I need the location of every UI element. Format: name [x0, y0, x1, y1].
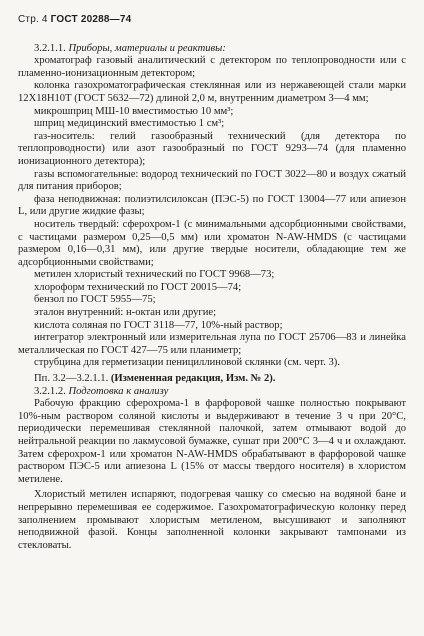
- section-heading-3-2-1-2: [18, 386, 406, 399]
- section-title: Приборы, материалы и реактивы:: [68, 42, 226, 54]
- materials-list: [18, 55, 406, 370]
- list-item: бензол по ГОСТ 5955—75;: [34, 294, 156, 306]
- paragraph: Хлористый метилен испаряют, подогревая чашку со смесью на водяной бане и непрерывно перемешивая ее содержимое. Газохроматографическую колонку перед заполнением промывают хлористым метиленом, высушивают и заполняют неподвижной фазой. Концы заполненной колонки закрывают тампонами из стекловаты.: [18, 489, 406, 551]
- list-item: хлороформ технический по ГОСТ 20015—74;: [34, 281, 242, 293]
- list-item: фаза неподвижная: полиэтилсилоксан (ПЭС-5) по ГОСТ 13004—77 или апиезон L, или другие жидкие фазы;: [18, 193, 406, 218]
- list-item: эталон внутренний: н-октан или другие;: [34, 307, 217, 319]
- list-item: носитель твердый: сферохром-1 (с минимальными адсорбционными свойствами, с частицами размером 0,25—0,5 мм) или хроматон N-AW-HMDS (с частицами размером 0,16—0,31 мм), или другие твердые носители, обладающие тем же адсорбционными свойствами;: [18, 218, 406, 268]
- amendment-bold: (Измененная редакция, Изм. № 2).: [110, 373, 276, 385]
- amendment-note: [18, 373, 406, 386]
- section-number: 3.2.1.2.: [34, 385, 66, 397]
- amendment-ref: Пп. 3.2—3.2.1.1.: [34, 373, 111, 385]
- list-item: колонка газохроматографическая стеклянная или из нержавеющей стали марки 12Х18Н10Т (ГОСТ 5632—72) длиной 2,0 м, внутренним диаметром 3—4 мм;: [18, 80, 406, 104]
- list-item: шприц медицинский вместимостью 1 см³;: [34, 118, 225, 130]
- section-heading-3-2-1-1: [18, 43, 406, 56]
- list-item: газ-носитель: гелий газообразный технический (для детектора по теплопроводности) или азот газообразный по ГОСТ 9293—74 (для пламенно ионизационного детектора);: [18, 130, 406, 167]
- page-header: [18, 14, 406, 27]
- list-item: интегратор электронный или измерительная лупа по ГОСТ 25706—83 и линейка металлическая по ГОСТ 427—75 или планиметр;: [18, 332, 406, 356]
- paragraph: Рабочую фракцию сферохрома-1 в фарфоровой чашке полностью покрывают 10%-ным раствором соляной кислоты и выдерживают в течение 3 ч при 20°С, периодически перемешивая стеклянной палочкой, затем отмывают водой до нейтральной реакции по лакмусовой бумажке, сушат при 200°С 3—4 ч и охлаждают. Затем сферохром-1 или хроматон N-AW-HMDS обрабатывают в фарфоровой чашке раствором ПЭС-5 или апиезона L (15% от массы твердого носителя) в хлористом метилене.: [18, 398, 406, 485]
- standard-code: ГОСТ 20288—74: [50, 14, 132, 25]
- list-item: кислота соляная по ГОСТ 3118—77, 10%-ный раствор;: [34, 319, 283, 331]
- list-item: метилен хлористый технический по ГОСТ 9968—73;: [34, 269, 275, 281]
- list-item: микрошприц МШ-10 вместимостью 10 мм³;: [34, 105, 234, 117]
- section-number: 3.2.1.1.: [34, 42, 66, 54]
- page-number: Стр. 4: [18, 14, 48, 25]
- list-item: хроматограф газовый аналитический с детектором по теплопроводности или с пламенно-ионизационным детектором;: [18, 55, 406, 79]
- section-title: Подготовка к анализу: [68, 385, 169, 397]
- list-item: газы вспомогательные: водород технический по ГОСТ 3022—80 и воздух сжатый для питания приборов;: [18, 168, 406, 193]
- list-item: струбцина для герметизации пенициллиновой склянки (см. черт. 3).: [34, 357, 340, 369]
